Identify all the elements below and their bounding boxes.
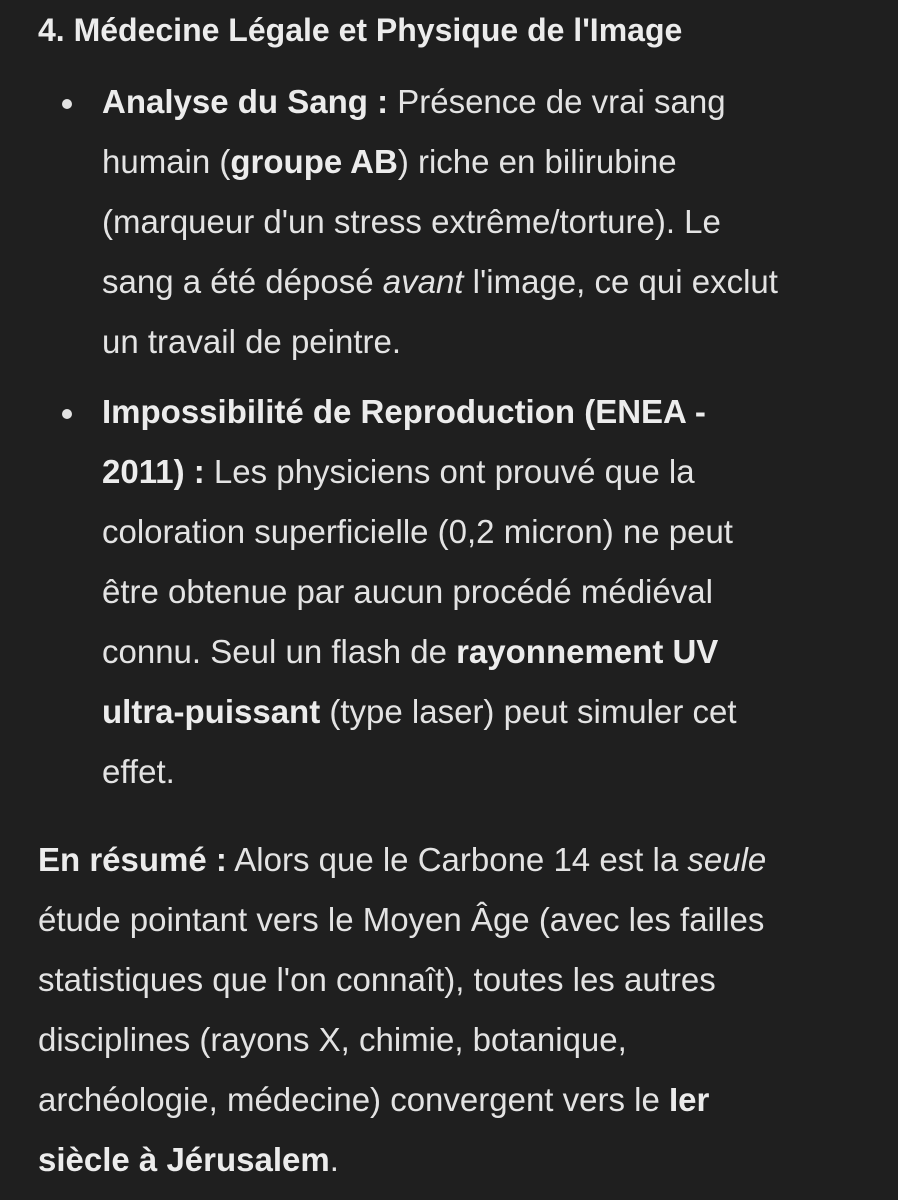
text-run: humain ( xyxy=(102,143,231,180)
text-run: (type laser) peut simuler cet xyxy=(320,693,737,730)
text-run: sang a été déposé xyxy=(102,263,383,300)
text-line xyxy=(38,830,878,890)
bold-text: ultra-puissant xyxy=(102,693,321,730)
text-line xyxy=(102,252,872,312)
summary-label: En résumé : xyxy=(38,841,227,878)
text-line xyxy=(38,1070,878,1130)
bullet-reproduction xyxy=(102,382,872,802)
text-line xyxy=(102,442,872,502)
text-line xyxy=(102,72,872,132)
text-line xyxy=(102,382,872,442)
text-run: Les physiciens ont prouvé que la xyxy=(204,453,695,490)
italic-text: avant xyxy=(382,263,464,300)
text-run: connu. Seul un flash de xyxy=(102,633,457,670)
bold-text: Ier xyxy=(669,1081,710,1118)
text-line: coloration superficielle (0,2 micron) ne peut xyxy=(102,513,733,550)
text-line: effet. xyxy=(102,753,175,790)
bold-text: rayonnement UV xyxy=(456,633,719,670)
bullet-heading: Impossibilité de Reproduction (ENEA - xyxy=(102,393,706,430)
bullet-blood-analysis xyxy=(102,72,872,372)
text-line: statistiques que l'on connaît), toutes les autres xyxy=(38,961,716,998)
text-run: Alors que le Carbone 14 est la xyxy=(226,841,688,878)
text-line xyxy=(102,622,872,682)
text-run: Présence de vrai sang xyxy=(388,83,726,120)
text-line xyxy=(102,132,872,192)
text-run: l'image, ce qui exclut xyxy=(463,263,778,300)
italic-text: seule xyxy=(687,841,767,878)
text-line: étude pointant vers le Moyen Âge (avec les failles xyxy=(38,901,765,938)
section-title: 4. Médecine Légale et Physique de l'Image xyxy=(38,12,683,48)
text-line: disciplines (rayons X, chimie, botanique, xyxy=(38,1021,627,1058)
bold-text: siècle à Jérusalem xyxy=(38,1141,330,1178)
text-line: (marqueur d'un stress extrême/torture). Le xyxy=(102,203,721,240)
text-line: être obtenue par aucun procédé médiéval xyxy=(102,573,713,610)
bullet-dot-icon xyxy=(62,99,72,109)
text-run: archéologie, médecine) convergent vers le xyxy=(38,1081,670,1118)
text-line xyxy=(102,682,872,742)
text-line xyxy=(38,1130,878,1190)
text-run: ) riche en bilirubine xyxy=(397,143,677,180)
text-line: un travail de peintre. xyxy=(102,323,402,360)
bold-text: groupe AB xyxy=(230,143,398,180)
text-run: . xyxy=(329,1141,339,1178)
bullet-heading: 2011) : xyxy=(102,453,205,490)
bullet-dot-icon xyxy=(62,409,72,419)
summary-paragraph xyxy=(38,830,878,1190)
bullet-heading: Analyse du Sang : xyxy=(102,83,389,120)
